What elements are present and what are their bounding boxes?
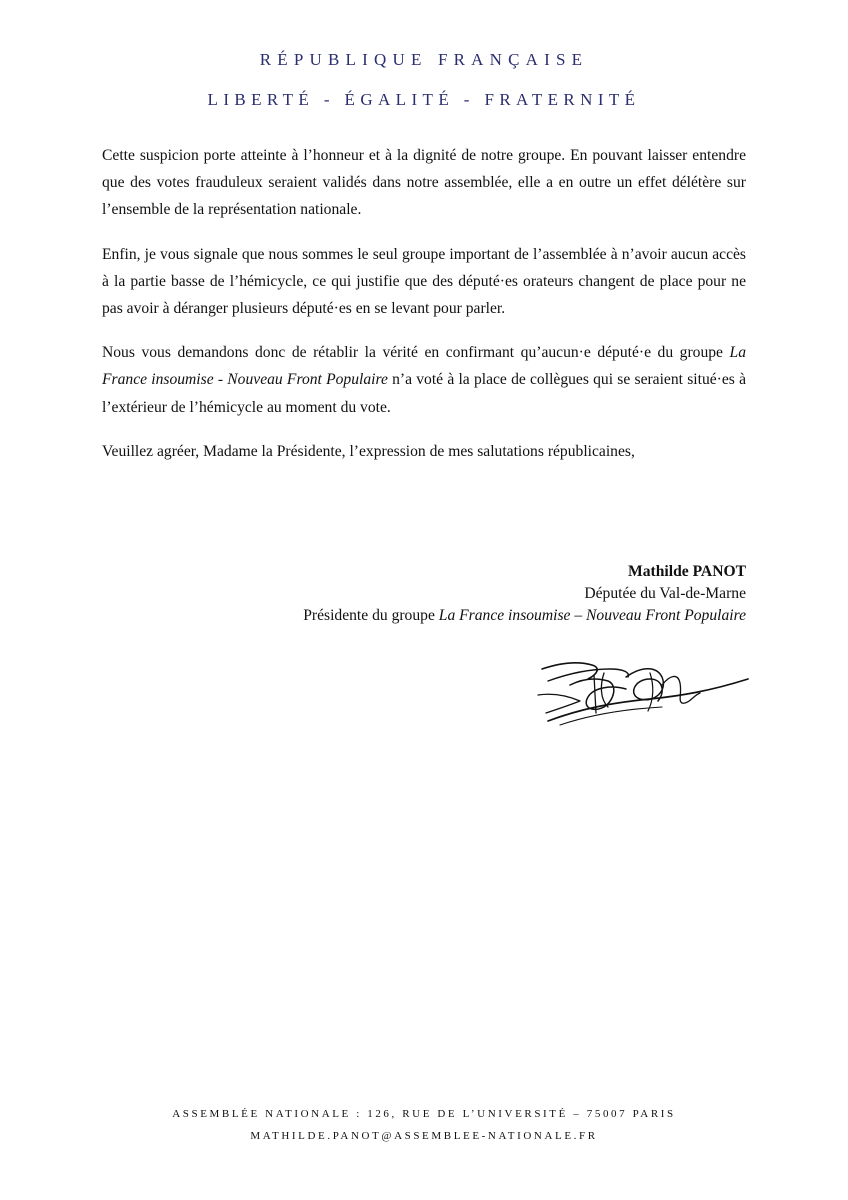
letter-body [102,142,746,465]
signatory-name: Mathilde PANOT [628,563,746,580]
signatory-group-name: La France insoumise – Nouveau Front Populaire [438,607,746,624]
letter-header-motto: LIBERTÉ - ÉGALITÉ - FRATERNITÉ [207,90,641,109]
signatory-group-prefix: Présidente du groupe [303,607,439,624]
paragraph-3-group-name: La France insoumise - Nouveau Front Populaire [102,344,746,389]
signature-block [226,561,746,627]
handwritten-signature [530,655,755,735]
signatory-group [226,605,746,627]
paragraph-3-before: Nous vous demandons donc de rétablir la vérité en confirmant qu’aucun·e député·e du groupe [102,344,730,362]
paragraph-2: Enfin, je vous signale que nous sommes le seul groupe important de l’assemblée à n’avoir aucun accès à la partie basse de l’hémicycle, ce qui justifie que des député·es orateurs changent de place pour ne pas avoir à déranger plusieurs député·es en se levant pour parler. [102,245,746,318]
paragraph-3 [102,339,746,421]
signatory-role: Députée du Val-de-Marne [584,585,746,602]
letter-header-republic: RÉPUBLIQUE FRANÇAISE [259,50,589,69]
footer-email: MATHILDE.PANOT@ASSEMBLEE-NATIONALE.FR [250,1130,598,1142]
paragraph-1: Cette suspicion porte atteinte à l’honneur et à la dignité de notre groupe. En pouvant laisser entendre que des votes frauduleux seraient validés dans notre assemblée, elle a en outre un effet délétère sur l’ensemble de la représentation nationale. [102,147,746,219]
footer-address: ASSEMBLÉE NATIONALE : 126, RUE DE L’UNIVERSITÉ – 75007 PARIS [172,1108,676,1120]
closing-formula: Veuillez agréer, Madame la Présidente, l’expression de mes salutations républicaines, [102,442,635,460]
paragraph-3-after: n’a voté à la place de collègues qui se seraient situé·es à l’extérieur de l’hémicycle au moment du vote. [102,371,746,416]
